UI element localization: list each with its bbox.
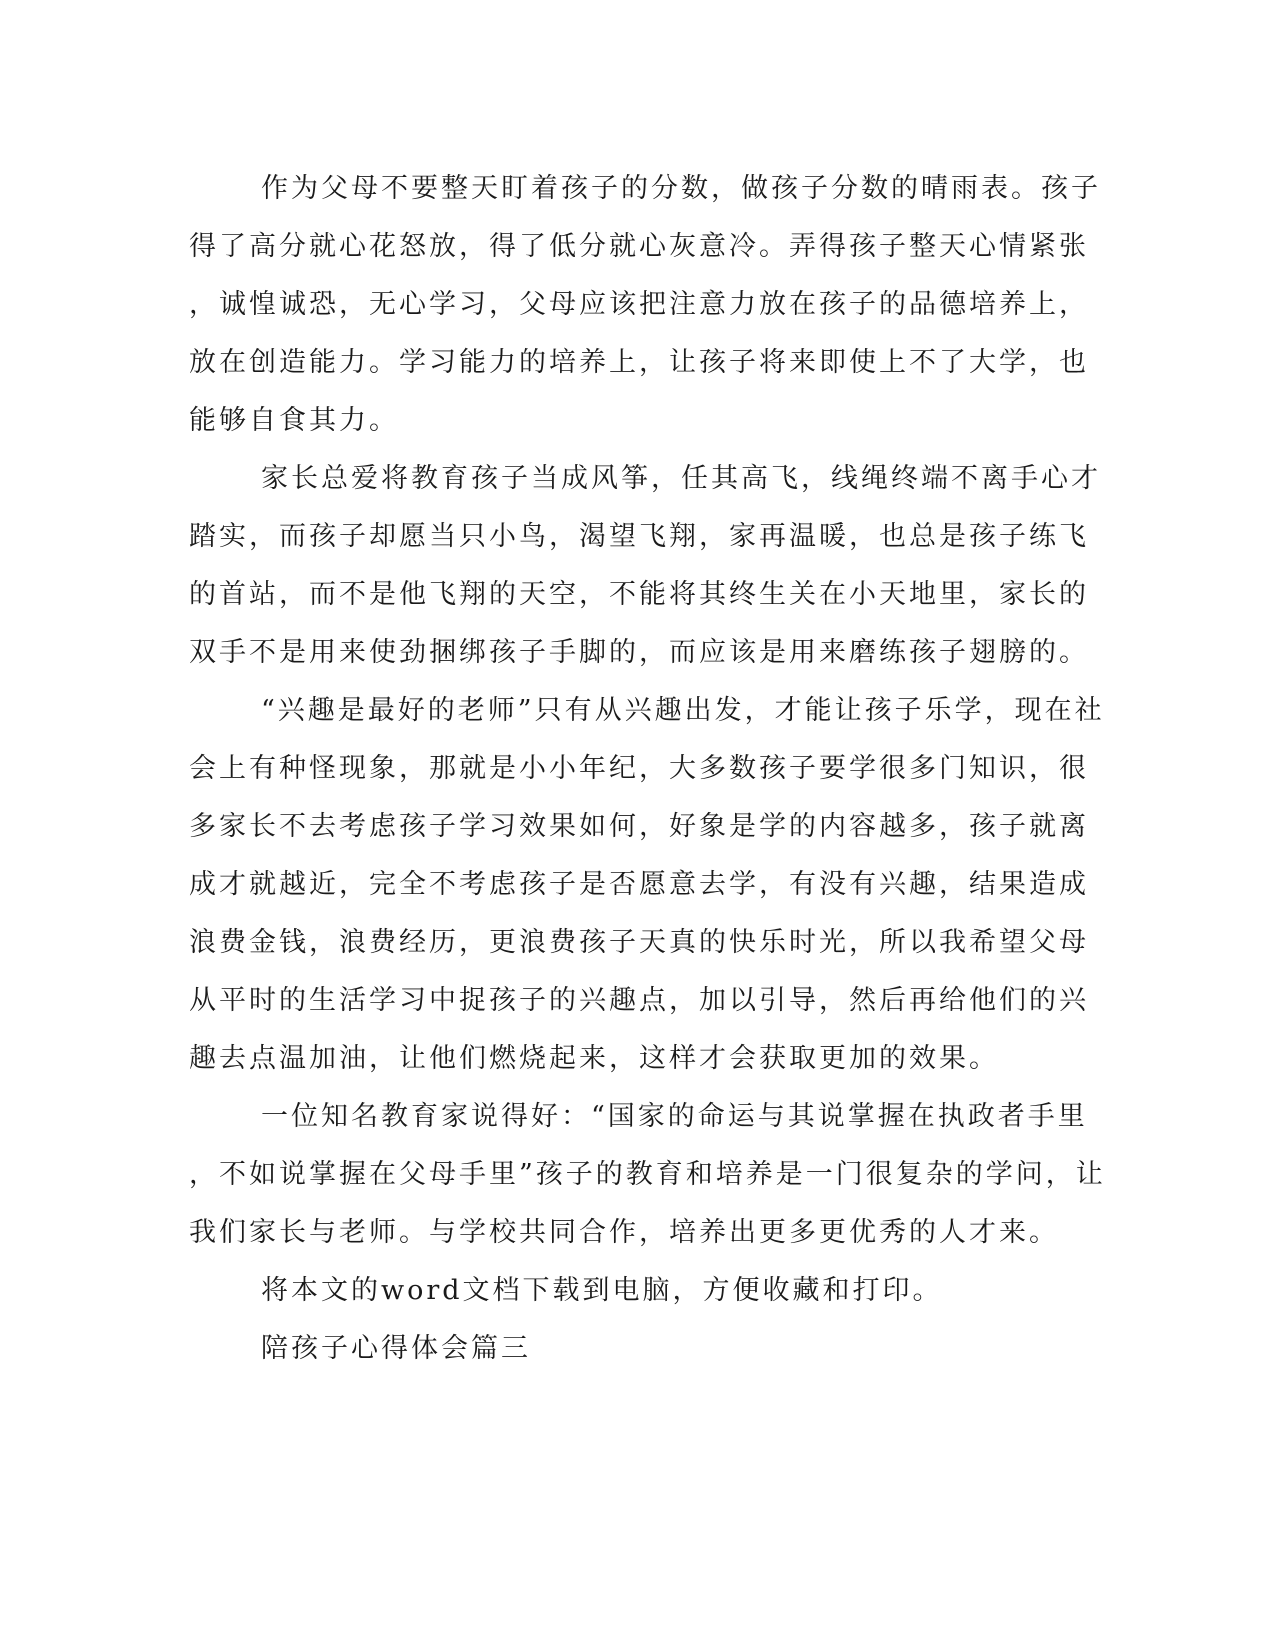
- paragraph-line: 我们家长与老师。与学校共同合作，培养出更多更优秀的人才来。: [189, 1217, 1059, 1248]
- paragraph-line: 从平时的生活学习中捉孩子的兴趣点，加以引导，然后再给他们的兴: [189, 985, 1089, 1016]
- paragraph-line: 会上有种怪现象，那就是小小年纪，大多数孩子要学很多门知识，很: [189, 753, 1089, 784]
- paragraph-line: “兴趣是最好的老师”只有从兴趣出发，才能让孩子乐学，现在社: [261, 695, 1105, 726]
- section-heading: 陪孩子心得体会篇三: [261, 1333, 531, 1364]
- download-note: 将本文的word文档下载到电脑，方便收藏和打印。: [261, 1275, 943, 1306]
- document-body: [189, 160, 1106, 1378]
- paragraph-line: ，诚惶诚恐，无心学习，父母应该把注意力放在孩子的品德培养上，: [189, 289, 1089, 320]
- paragraph-line: 多家长不去考虑孩子学习效果如何，好象是学的内容越多，孩子就离: [189, 811, 1089, 842]
- paragraph-line: 浪费金钱，浪费经历，更浪费孩子天真的快乐时光，所以我希望父母: [189, 927, 1089, 958]
- paragraph-line: ，不如说掌握在父母手里”孩子的教育和培养是一门很复杂的学问，让: [189, 1159, 1106, 1190]
- paragraph-1: [189, 160, 1101, 450]
- paragraph-line: 双手不是用来使劲捆绑孩子手脚的，而应该是用来磨练孩子翅膀的。: [189, 637, 1089, 668]
- paragraph-4: [189, 1088, 1106, 1262]
- paragraph-3: [189, 682, 1105, 1088]
- paragraph-line: 得了高分就心花怒放，得了低分就心灰意冷。弄得孩子整天心情紧张: [189, 231, 1089, 262]
- paragraph-line: 的首站，而不是他飞翔的天空，不能将其终生关在小天地里，家长的: [189, 579, 1089, 610]
- paragraph-line: 踏实，而孩子却愿当只小鸟，渴望飞翔，家再温暖，也总是孩子练飞: [189, 521, 1089, 552]
- paragraph-2: [189, 450, 1101, 682]
- paragraph-line: 放在创造能力。学习能力的培养上，让孩子将来即使上不了大学，也: [189, 347, 1089, 378]
- paragraph-line: 成才就越近，完全不考虑孩子是否愿意去学，有没有兴趣，结果造成: [189, 869, 1089, 900]
- paragraph-line: 能够自食其力。: [189, 405, 399, 436]
- paragraph-line: 趣去点温加油，让他们燃烧起来，这样才会获取更加的效果。: [189, 1043, 999, 1074]
- paragraph-6: [189, 1320, 1069, 1378]
- paragraph-line: 一位知名教育家说得好：“国家的命运与其说掌握在执政者手里: [261, 1101, 1088, 1132]
- paragraph-line: 家长总爱将教育孩子当成风筝，任其高飞，线绳终端不离手心才: [261, 463, 1101, 494]
- paragraph-line: 作为父母不要整天盯着孩子的分数，做孩子分数的晴雨表。孩子: [261, 173, 1101, 204]
- paragraph-5: [189, 1262, 1069, 1320]
